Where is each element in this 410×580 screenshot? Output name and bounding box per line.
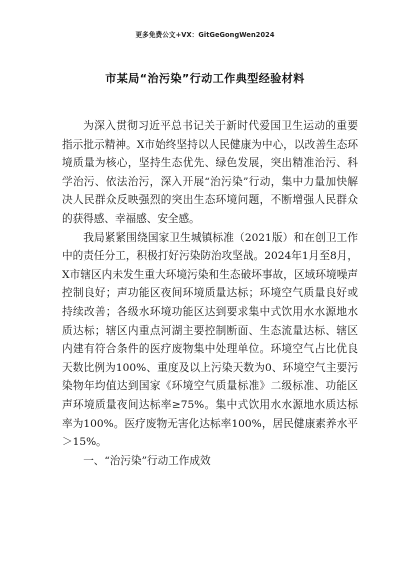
paragraph-intro: 为深入贯彻习近平总书记关于新时代爱国卫生运动的重要指示批示精神。X市始终坚持以人民健康为中心，以改善生态环境质量为核心，坚持生态优先、绿色发展，突出精准治污、科学治污、依法治污，深入开展“治污染”行动，集中力量加快解决人民群众反映强烈的突出生态环境问题，不断增强人民群众的获得感、幸福感、安全感。 [62,120,358,225]
paragraph-results: 我局紧紧围绕国家卫生城镇标准（2021版）和在创卫工作中的责任分工，积极打好污染防治攻坚战。2024年1月至8月，X市辖区内未发生重大环境污染和生态破坏事故，区域环境噪声控制良好；声功能区夜间环境质量达标；环境空气质量良好或持续改善；各级水环境功能区达到要求集中式饮用水水源地水质达标；辖区内重点河湖主要控制断面、生态流量达标、辖区内建有符合条件的医疗废物集中处理单位。环境空气占比优良天数比例为100%、重度及以上污染天数为0、环境空气主要污染物年均值达到国家《环境空气质量标准》二级标准、功能区声环境质量夜间达标率≥75%。集中式饮用水水源地水质达标率为100%。医疗废物无害化达标率100%，居民健康素养水平＞15%。 [62,231,358,449]
document-body [62,117,358,470]
section-heading: 一、“治污染”行动工作成效 [83,454,211,467]
document-title: 市某局“治污染”行动工作典型经验材料 [105,72,305,85]
header-note: 更多免费公文+VX：GitGeGongWen2024 [135,31,275,39]
